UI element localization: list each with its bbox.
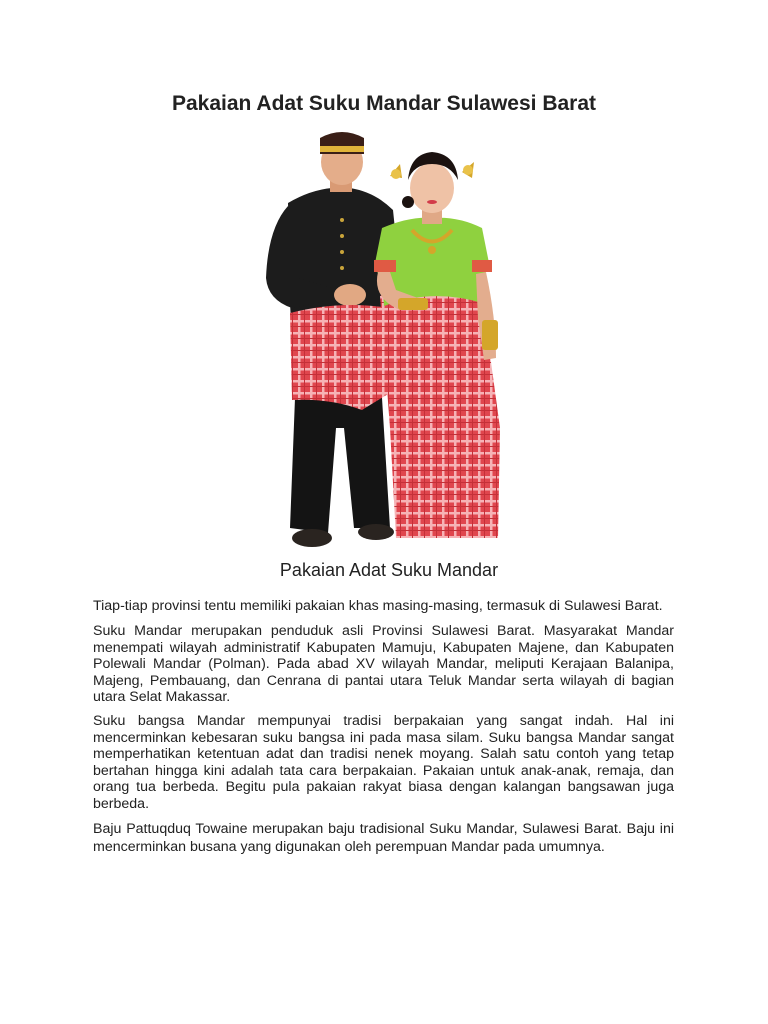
figure-caption: Pakaian Adat Suku Mandar	[279, 560, 499, 580]
body-text	[93, 597, 674, 863]
paragraph: Tiap-tiap provinsi tentu memiliki pakaian khas masing-masing, termasuk di Sulawesi Barat.	[93, 598, 663, 614]
traditional-costume-photo	[250, 128, 540, 558]
page-title: Pakaian Adat Suku Mandar Sulawesi Barat	[171, 92, 597, 115]
paragraph: Suku Mandar merupakan penduduk asli Provinsi Sulawesi Barat. Masyarakat Mandar menempati wilayah administratif Kabupaten Mamuju, Kabupaten Majene, dan Kabupaten Polewali Mandar (Polman). Pada abad XV wilayah Mandar, meliputi Kerajaan Balanipa, Majeng, Pembauang, dan Cenrana di pantai utara Teluk Mandar serta wilayah di bagian utara Selat Makassar.	[93, 623, 674, 706]
man-figure	[266, 132, 400, 547]
paragraph: Suku bangsa Mandar mempunyai tradisi berpakaian yang sangat indah. Hal ini mencerminkan kebesaran suku bangsa ini pada masa silam. Suku bangsa Mandar sangat memperhatikan ketentuan adat dan tradisi nenek moyang. Salah satu contoh yang tetap bertahan hingga kini adalah tata cara berpakaian. Pakaian untuk anak-anak, remaja, dan orang tua berbeda. Begitu pula pakaian rakyat biasa dengan kalangan bangsawan juga berbeda.	[93, 712, 674, 812]
paragraph: Baju Pattuqduq Towaine merupakan baju tradisional Suku Mandar, Sulawesi Barat. Baju ini mencerminkan busana yang digunakan oleh perempuan Mandar pada umumnya.	[93, 820, 674, 855]
